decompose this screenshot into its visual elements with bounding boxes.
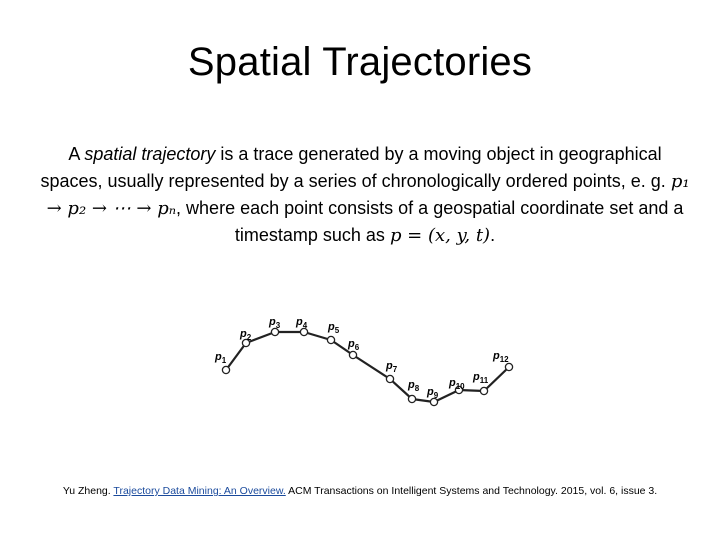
trajectory-diagram xyxy=(200,305,530,410)
trajectory-point-label-12: $p_{12}$ xyxy=(493,350,509,364)
citation-author: Yu Zheng. xyxy=(62,485,111,497)
trajectory-point-12 xyxy=(505,363,512,370)
trajectory-point-label-6: $p_6$ xyxy=(348,338,360,352)
trajectory-point-8 xyxy=(408,395,415,402)
trajectory-point-label-7: $p_7$ xyxy=(386,360,398,374)
trajectory-point-1 xyxy=(222,366,229,373)
citation-source: ACM Transactions on Intelligent Systems and Technology. 2015, vol. 6, issue 3. xyxy=(288,485,658,497)
body-text-1: A xyxy=(68,144,85,164)
trajectory-point-label-4: $p_4$ xyxy=(296,316,308,330)
body-text-4: . xyxy=(490,225,496,245)
slide-title: Spatial Trajectories xyxy=(187,40,533,84)
trajectory-points xyxy=(222,328,512,405)
spatial-trajectory-term: spatial trajectory xyxy=(84,144,216,164)
trajectory-point-label-2: $p_2$ xyxy=(240,328,252,342)
trajectory-point-5 xyxy=(327,336,334,343)
body-paragraph xyxy=(40,141,690,249)
point-tuple-math: p = (x, y, t) xyxy=(389,225,491,246)
trajectory-point-label-5: $p_5$ xyxy=(328,321,340,335)
trajectory-point-label-8: $p_8$ xyxy=(408,379,420,393)
citation-link[interactable]: Trajectory Data Mining: An Overview. xyxy=(113,485,286,497)
trajectory-point-label-11: $p_{11}$ xyxy=(473,371,489,385)
point-sequence-math: p₁ → p₂ → ⋯ → pₙ xyxy=(46,171,690,219)
trajectory-point-label-3: $p_3$ xyxy=(269,316,281,330)
trajectory-point-label-1: $p_1$ xyxy=(215,351,227,365)
trajectory-point-label-10: $p_{10}$ xyxy=(449,377,465,391)
body-text-3: , where each point consists of a geospatial coordinate set and a timestamp such as xyxy=(176,198,684,245)
trajectory-labels xyxy=(214,316,509,400)
trajectory-point-11 xyxy=(480,387,487,394)
citation xyxy=(0,485,720,497)
trajectory-point-label-9: $p_9$ xyxy=(427,386,439,400)
trajectory-path xyxy=(226,332,509,402)
trajectory-point-6 xyxy=(349,351,356,358)
body-text-2: is a trace generated by a moving object in geographical spaces, usually represented by a series of chronologically ordered points, e. g. xyxy=(40,144,666,191)
trajectory-point-7 xyxy=(386,375,393,382)
